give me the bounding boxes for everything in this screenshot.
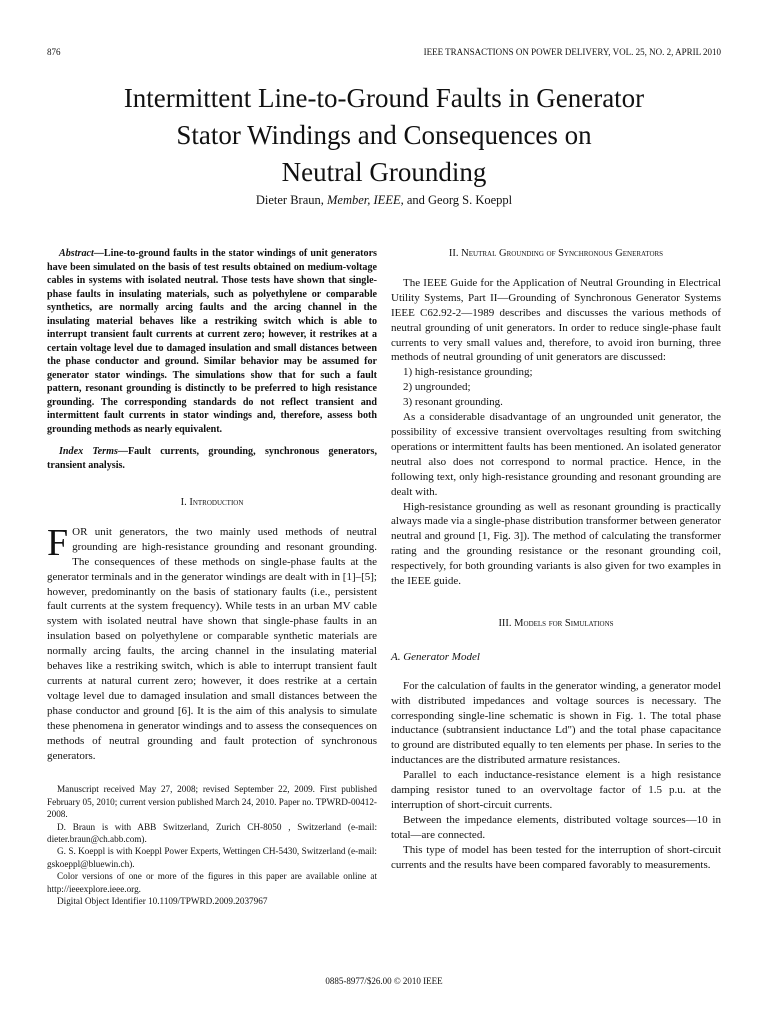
section-3-heading: III. Models for Simulations: [498, 617, 614, 629]
left-column: [47, 247, 377, 907]
right-column: [391, 247, 721, 873]
section-3-para-4: This type of model has been tested for the interruption of short-circuit currents and the results have been compared favorably to measurements.: [391, 843, 721, 871]
section-2-para-1: The IEEE Guide for the Application of Neutral Grounding in Electrical Utility Systems, Part II—Grounding of Synchronous Generator Systems IEEE C62.92-2—1989 describes and discusses the various methods of neutral grounding of unit generators. In order to reduce single-phase fault currents to very small values and, therefore, to avoid iron burning, three methods of neutral grounding of unit generators are discussed:: [391, 276, 721, 364]
list-item: 2) ungrounded;: [403, 381, 471, 394]
author-2: and Georg S. Koeppl: [406, 193, 513, 207]
copyright-footer: 0885-8977/$26.00 © 2010 IEEE: [325, 976, 443, 986]
section-3-para-2: Parallel to each inductance-resistance element is a high resistance damping resistor tuned to an overvoltage factor of 1.5 p.u. at the interruption of short-circuit currents.: [391, 769, 721, 811]
author-membership: Member, IEEE,: [327, 193, 404, 207]
dropcap-letter: F: [47, 521, 69, 564]
footnote-author-1: D. Braun is with ABB Switzerland, Zurich CH-8050 , Switzerland (e-mail: dieter.braun@ch.abb.com).: [47, 821, 377, 845]
abstract-label: Abstract: [59, 248, 94, 259]
grounding-methods-list: [391, 365, 721, 410]
section-2-heading: II. Neutral Grounding of Synchronous Generators: [448, 248, 664, 259]
index-terms-label: Index Terms: [59, 446, 118, 457]
abstract-text: —Line-to-ground faults in the stator windings of unit generators have been simulated on the basis of test results obtained on medium-voltage cables in systems with isolated neutral. Those tests have shown that single-phase faults in insulating materials, such as polyethylene or comparable synthetics, are normally arcing faults and the arcing channel in the insulating material behaves like a restriking switch which is able to interrupt transient fault currents at current zero; however, it restrikes at a certain voltage level due to damaged insulation and small distances between the phase conductor and ground. Similar behavior may be assumed for generator stator windings. The simulations show that for such a fault pattern, resonant grounding is distinctly to be preferred to high resistance grounding. The corresponding standards do not reflect transient and intermittent fault currents in stator windings and, therefore, assess both grounding methods as nearly equivalent.: [47, 248, 377, 435]
index-terms-text: —Fault currents, grounding, synchronous generators, transient analysis.: [47, 446, 377, 471]
author-line: [40, 193, 728, 208]
section-1-body: [47, 521, 377, 764]
section-1-text: OR unit generators, the two mainly used methods of neutral grounding are high-resistance grounding and resonant grounding. The consequences of these methods on single-phase faults at the generator terminals and in the generator windings are dealt with in [1]–[5]; however, predominantly on the basis of stationary faults (i.e., persistent fault currents at the system frequency). While tests in an urban MV cable system with isolated neutral have shown that single-phase faults in an insulation based on polyethylene or comparable synthetic materials are normally arcing faults, the arcing channel in the insulating material behaves like a restriking switch, which is able to interrupt transient fault currents at natural current zero; however, it does restrike at a certain voltage level due to damaged insulation and small distances between the phase conductor and ground [6]. It is the aim of this analysis to simulate these phenomena in generator windings and to assess the consequences on methods of neutral grounding and fault protection of synchronous generators.: [47, 525, 377, 762]
page-number: 876: [47, 47, 61, 57]
abstract: [47, 247, 377, 436]
index-terms: [47, 445, 377, 472]
subsection-a-heading: A. Generator Model: [391, 650, 480, 663]
section-1-heading: I. Introduction: [180, 497, 244, 508]
journal-header: IEEE TRANSACTIONS ON POWER DELIVERY, VOL. 25, NO. 2, APRIL 2010: [423, 47, 721, 57]
footnote-color: Color versions of one or more of the figures in this paper are available online at http://ieeexplore.ieee.org.: [47, 871, 377, 894]
title-line-3: Neutral Grounding: [281, 157, 487, 187]
footnote-author-2: G. S. Koeppl is with Koeppl Power Experts, Wettingen CH-5430, Switzerland (e-mail: gskoeppl@bluewin.ch).: [47, 846, 377, 869]
title-line-1: Intermittent Line-to-Ground Faults in Generator: [123, 83, 645, 113]
list-item: 3) resonant grounding.: [403, 396, 503, 409]
section-2-para-3: High-resistance grounding as well as resonant grounding is practically always made via a single-phase distribution transformer between generator neutral and ground [1, Fig. 3]). The method of calculating the transformer rating and the grounding resistance or the resonant grounding coil, respectively, for both grounding variants is also given for two examples in the IEEE guide.: [391, 500, 721, 588]
section-2-para-2: As a considerable disadvantage of an ungrounded unit generator, the possibility of excessive transient overvoltages resulting from switching operations or intermittent faults has been mentioned. An isolated generator neutral also does not correspond to normal practice. Hence, in the following text, only high-resistance grounding and resonant grounding are dealt with.: [391, 411, 721, 498]
list-item: 1) high-resistance grounding;: [403, 366, 533, 379]
author-1: Dieter Braun,: [255, 193, 324, 207]
footnotes: [47, 783, 377, 907]
title-line-2: Stator Windings and Consequences on: [176, 120, 592, 150]
section-3-para-1: For the calculation of faults in the generator winding, a generator model with distributed impedances and voltage sources is necessary. The corresponding single-line schematic is shown in Fig. 1. The total phase inductance (subtransient inductance Ld") and the total phase capacitance to ground are distributed equally to ten elements per phase. In series to the inductances are the distributed armature resistances.: [391, 679, 721, 767]
footnote-doi: Digital Object Identifier 10.1109/TPWRD.2009.2037967: [57, 896, 268, 907]
section-3-para-3: Between the impedance elements, distributed voltage sources—10 in total—are connected.: [391, 813, 721, 841]
paper-title: [40, 80, 728, 191]
footnote-manuscript: Manuscript received May 27, 2008; revised September 22, 2009. First published February 05, 2010; current version published March 24, 2010. Paper no. TPWRD-00412-2008.: [47, 784, 377, 820]
